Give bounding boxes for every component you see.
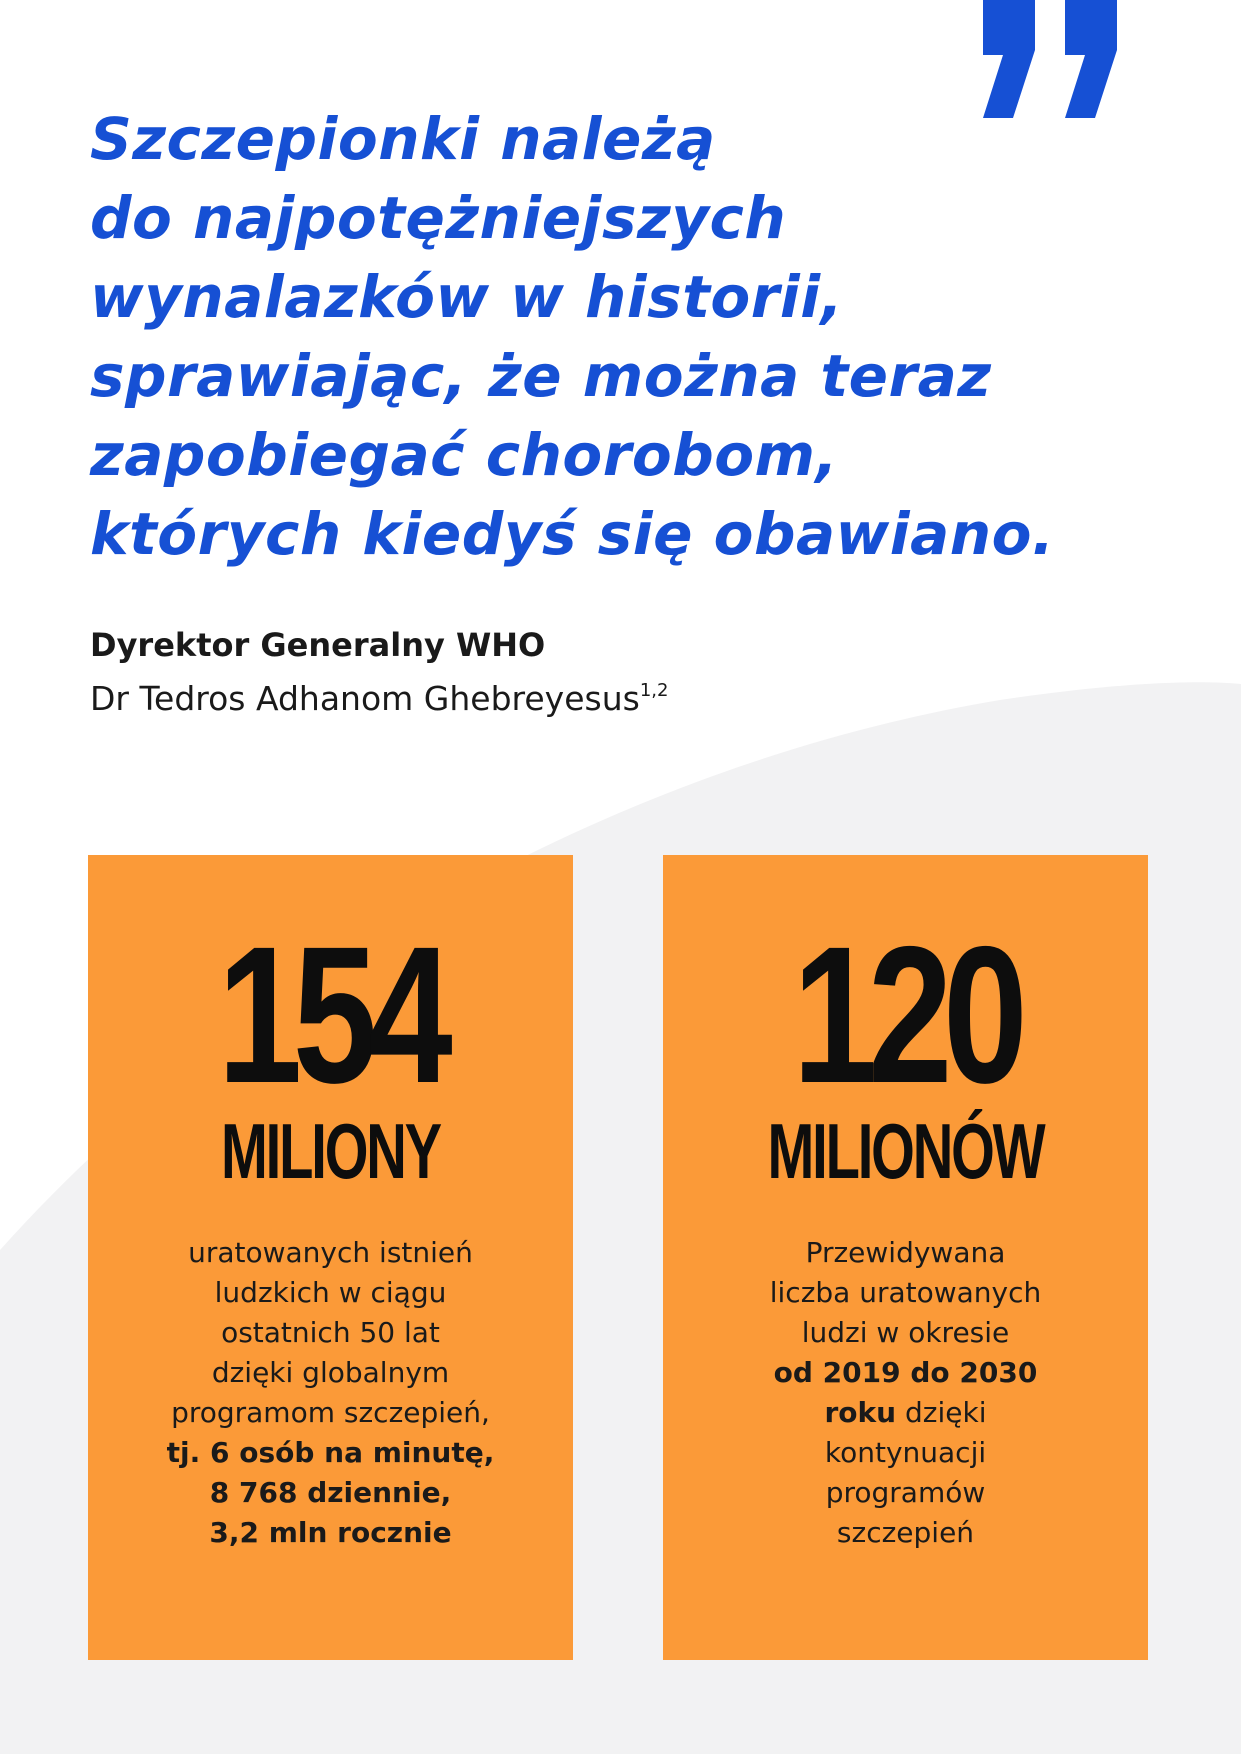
quote-line: sprawiając, że można teraz (90, 342, 992, 410)
description-text: ludzi w okresie (801, 1316, 1010, 1349)
quote-line: do najpotężniejszych (90, 184, 787, 252)
description-line (683, 1393, 1128, 1433)
stat-description (683, 1233, 1128, 1553)
description-line (108, 1513, 553, 1553)
description-text-bold: od 2019 do 2030 (773, 1356, 1038, 1389)
description-text: szczepień (836, 1516, 975, 1549)
description-text: liczba uratowanych (769, 1276, 1042, 1309)
description-line (683, 1433, 1128, 1473)
description-text: ludzkich w ciągu (214, 1276, 447, 1309)
description-text: dzięki (896, 1396, 987, 1429)
description-line (683, 1473, 1128, 1513)
stat-description (108, 1233, 553, 1553)
description-line (108, 1353, 553, 1393)
description-text-bold: tj. 6 osób na minutę, (166, 1436, 495, 1469)
description-line (108, 1473, 553, 1513)
description-text: programów (825, 1476, 986, 1509)
description-line (683, 1513, 1128, 1553)
stat-card-projected-lives (663, 855, 1148, 1660)
description-line (108, 1273, 553, 1313)
description-line (683, 1353, 1128, 1393)
description-text-bold: 3,2 mln rocznie (209, 1516, 452, 1549)
description-text: Przewidywana (805, 1236, 1006, 1269)
description-line (108, 1433, 553, 1473)
description-text-bold: roku (824, 1396, 897, 1429)
quote-line: wynalazków w historii, (90, 263, 844, 331)
description-line (108, 1393, 553, 1433)
description-text: uratowanych istnień (188, 1236, 473, 1269)
author-footnote-ref: 1,2 (639, 680, 669, 701)
quote-line: których kiedyś się obawiano. (90, 500, 1055, 568)
description-text: programom szczepień, (171, 1396, 490, 1429)
quote-text (90, 100, 1150, 574)
stat-number: 120 (792, 906, 1019, 1124)
description-line (108, 1313, 553, 1353)
stat-unit: MILIONY (221, 1107, 440, 1195)
stat-unit: MILIONÓW (767, 1107, 1044, 1195)
description-text: dzięki globalnym (211, 1356, 450, 1389)
author-name: Dr Tedros Adhanom Ghebreyesus (90, 679, 640, 718)
author-role: Dyrektor Generalny WHO (90, 626, 546, 664)
stat-number: 154 (217, 906, 444, 1124)
description-text-bold: 8 768 dziennie, (209, 1476, 452, 1509)
description-line (683, 1233, 1128, 1273)
stat-card-lives-saved (88, 855, 573, 1660)
description-line (683, 1273, 1128, 1313)
quote-line: Szczepionki należą (90, 105, 716, 173)
description-text: kontynuacji (824, 1436, 987, 1469)
description-text: ostatnich 50 lat (221, 1316, 440, 1349)
description-line (108, 1233, 553, 1273)
description-line (683, 1313, 1128, 1353)
quote-attribution (90, 622, 668, 722)
author-name-line (90, 668, 668, 722)
quote-line: zapobiegać chorobom, (90, 421, 839, 489)
